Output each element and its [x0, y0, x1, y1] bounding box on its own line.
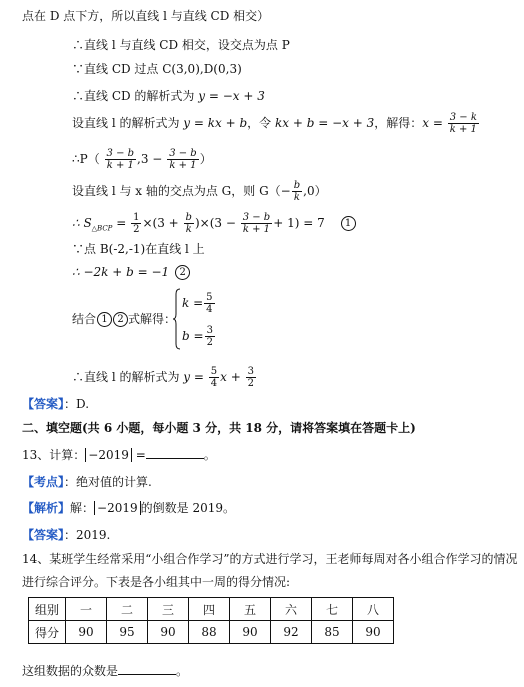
denominator: 2 [247, 378, 254, 389]
denominator: 4 [210, 378, 218, 389]
fraction [131, 212, 141, 235]
section-heading: 二、填空题(共 6 小题，每小题 3 分，共 18 分，请将答案填在答题卡上) [22, 421, 416, 435]
numerator: b [293, 180, 301, 191]
text-line: ∵直线 CD 过点 C(3,0),D(0,3) [72, 62, 242, 76]
fraction [184, 212, 194, 235]
text: 这组数据的众数是 [22, 664, 119, 678]
answer-tag: 【答案】 [22, 397, 65, 411]
denominator: 2 [206, 337, 213, 348]
text-line [72, 88, 265, 104]
table-cell: 一 [66, 598, 107, 621]
equation-line [182, 292, 216, 315]
formula: k = [182, 296, 204, 310]
text-line [72, 112, 480, 135]
denominator: 2 [133, 224, 140, 235]
answer-blank [118, 662, 176, 675]
table-cell: 90 [66, 621, 107, 644]
formula: y = kx + b [183, 116, 248, 130]
formula: y = [183, 370, 204, 384]
text: + 1) = 7 [273, 216, 325, 230]
question-14-line1: 14、某班学生经常采用“小组合作学习”的方式进行学习，王老师每周对各小组合作学习的情况 [22, 552, 518, 566]
text: 。 [203, 448, 216, 462]
equation-line [182, 325, 216, 348]
numerator: 3 − b [106, 148, 135, 159]
text-line: ∵点 B(-2,-1)在直线 l 上 [72, 242, 205, 256]
text: ，解得： [374, 116, 423, 130]
table-cell: 八 [353, 598, 394, 621]
numerator: 5 [210, 366, 218, 377]
denominator: k + 1 [106, 160, 134, 171]
formula: x = [422, 116, 443, 130]
fraction [292, 180, 302, 203]
question-14-line2: 进行综合评分。下表是各小组其中一周的得分情况: [22, 575, 291, 589]
fraction [204, 292, 214, 315]
denominator: 4 [206, 304, 213, 315]
absolute-value: −2019 [94, 501, 141, 515]
fraction [448, 112, 479, 135]
circled-number: 1 [97, 312, 112, 327]
table-cell: 组别 [29, 598, 66, 621]
formula: kx + b = −x + 3 [275, 116, 375, 130]
text: 设直线 l 的解析式为 [72, 116, 184, 130]
numerator: 3 [247, 366, 254, 377]
table-cell: 四 [189, 598, 230, 621]
denominator: k [293, 192, 300, 203]
numerator: 3 − b [169, 148, 197, 159]
kaodian-text: ：绝对值的计算. [64, 475, 152, 489]
text: ，令 [247, 116, 275, 130]
text: = [131, 448, 146, 462]
absolute-value: −2019 [85, 448, 132, 462]
text-line: 点在 D 点下方，所以直线 l 与直线 CD 相交） [22, 9, 270, 23]
numerator: 1 [133, 212, 140, 223]
table-row [29, 598, 394, 621]
text: 设直线 l 与 x 轴的交点为点 G，则 G（− [72, 184, 291, 198]
text: ×(3 + [142, 216, 179, 230]
table-cell: 二 [107, 598, 148, 621]
text: 式解得： [128, 312, 177, 326]
answer-blank [146, 446, 204, 459]
brace-symbol [173, 288, 181, 350]
circled-number: 2 [175, 265, 190, 280]
question-14-prompt [22, 662, 188, 679]
denominator: k + 1 [169, 160, 197, 171]
answer-text: ：D. [64, 397, 90, 411]
text-line [72, 148, 212, 171]
fraction [241, 212, 273, 235]
text-line [72, 180, 327, 203]
fraction [167, 148, 199, 171]
answer-tag: 【答案】 [22, 528, 65, 542]
formula: ∴ −2k + b = −1 [72, 265, 170, 279]
answer-text: ：2019. [64, 528, 111, 542]
circled-number: 1 [341, 216, 356, 231]
numerator: b [185, 212, 192, 223]
fraction [246, 366, 256, 389]
formula: y = −x + 3 [198, 89, 265, 103]
table-cell: 六 [271, 598, 312, 621]
jiexi-line [22, 500, 235, 516]
text: 结合 [72, 312, 97, 326]
circled-number: 2 [113, 312, 128, 327]
table-cell: 85 [312, 621, 353, 644]
numerator: 5 [206, 292, 213, 303]
table-cell: 90 [230, 621, 271, 644]
text: ∴直线 l 的解析式为 [72, 370, 184, 384]
question-13 [22, 446, 216, 463]
table-cell: 得分 [29, 621, 66, 644]
numerator: 3 [206, 325, 213, 336]
denominator: k + 1 [449, 124, 477, 135]
text: )×(3 − [194, 216, 236, 230]
denominator: k [185, 224, 192, 235]
table-cell: 五 [230, 598, 271, 621]
denominator: k + 1 [242, 224, 271, 235]
table-cell: 95 [107, 621, 148, 644]
text: ∴直线 CD 的解析式为 [72, 89, 199, 103]
text: ,0） [303, 184, 327, 198]
table-cell: 90 [148, 621, 189, 644]
numerator: 3 − b [242, 212, 271, 223]
table-cell: 90 [353, 621, 394, 644]
text: = [112, 216, 131, 230]
question-prefix: 13、计算： [22, 448, 86, 462]
answer-line [22, 396, 89, 412]
text: 解： [70, 501, 95, 515]
formula: x + [220, 370, 241, 384]
text-line: ∴直线 l 与直线 CD 相交，设交点为点 P [72, 38, 290, 52]
jiexi-tag: 【解析】 [22, 501, 71, 515]
kaodian-line [22, 474, 152, 490]
formula: ∴ S [72, 216, 92, 230]
text-line [72, 264, 190, 280]
text-line [72, 212, 356, 236]
numerator: 3 − k [449, 112, 477, 123]
text-line [72, 366, 257, 389]
answer-line [22, 527, 110, 543]
fraction [205, 325, 215, 348]
text: ） [199, 152, 212, 166]
text: ∴P（ [72, 152, 100, 166]
text: 的倒数是 2019。 [140, 501, 235, 515]
text-line [72, 311, 176, 327]
fraction [105, 148, 137, 171]
subscript: △BCP [91, 224, 113, 233]
table-row [29, 621, 394, 644]
score-table [28, 597, 394, 644]
fraction [209, 366, 219, 389]
text: 。 [176, 664, 189, 678]
table-cell: 三 [148, 598, 189, 621]
kaodian-tag: 【考点】 [22, 475, 65, 489]
text: ,3 − [137, 152, 163, 166]
table-cell: 92 [271, 621, 312, 644]
table-cell: 七 [312, 598, 353, 621]
table-cell: 88 [189, 621, 230, 644]
formula: b = [182, 329, 204, 343]
